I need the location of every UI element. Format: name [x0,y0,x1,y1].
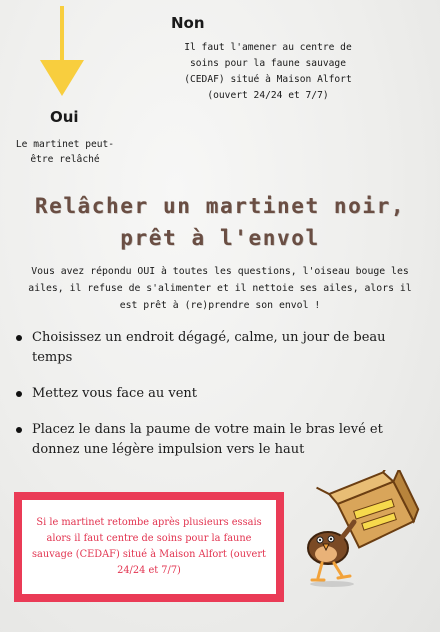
page-title-line-1: Relâcher un martinet noir, [34,194,406,218]
yes-branch-text: Le martinet peut-être relâché [15,139,115,165]
no-branch-title: Non [171,14,205,32]
yes-branch-title: Oui [50,108,79,126]
down-arrow-icon [38,6,86,98]
bird-carrying-box-icon [298,470,428,590]
page-title-line-2: prêt à l'envol [120,226,320,250]
list-item: Placez le dans la paume de votre main le bras levé et donnez une légère impulsion vers le haut [16,420,416,460]
list-item: Mettez vous face au vent [16,384,416,404]
warning-box [14,492,284,602]
warning-text: Si le martinet retombe après plusieurs essais alors il faut centre de soins pour la faune sauvage (CEDAF) situé à Maison Alfort (ouvert 24/24 et 7/7) [22,500,276,594]
no-branch-text: Il faut l'amener au centre de soins pour la faune sauvage (CEDAF) situé à Maison Alfort (ouvert 24/24 et 7/7) [184,42,352,101]
intro-text: Vous avez répondu OUI à toutes les questions, l'oiseau bouge les ailes, il refuse de s'alimenter et il nettoie ses ailes, alors il est prêt à (re)prendre son envol ! [28,266,412,311]
steps-list [16,328,416,476]
list-item: Choisissez un endroit dégagé, calme, un jour de beau temps [16,328,416,368]
page-title [0,190,440,254]
